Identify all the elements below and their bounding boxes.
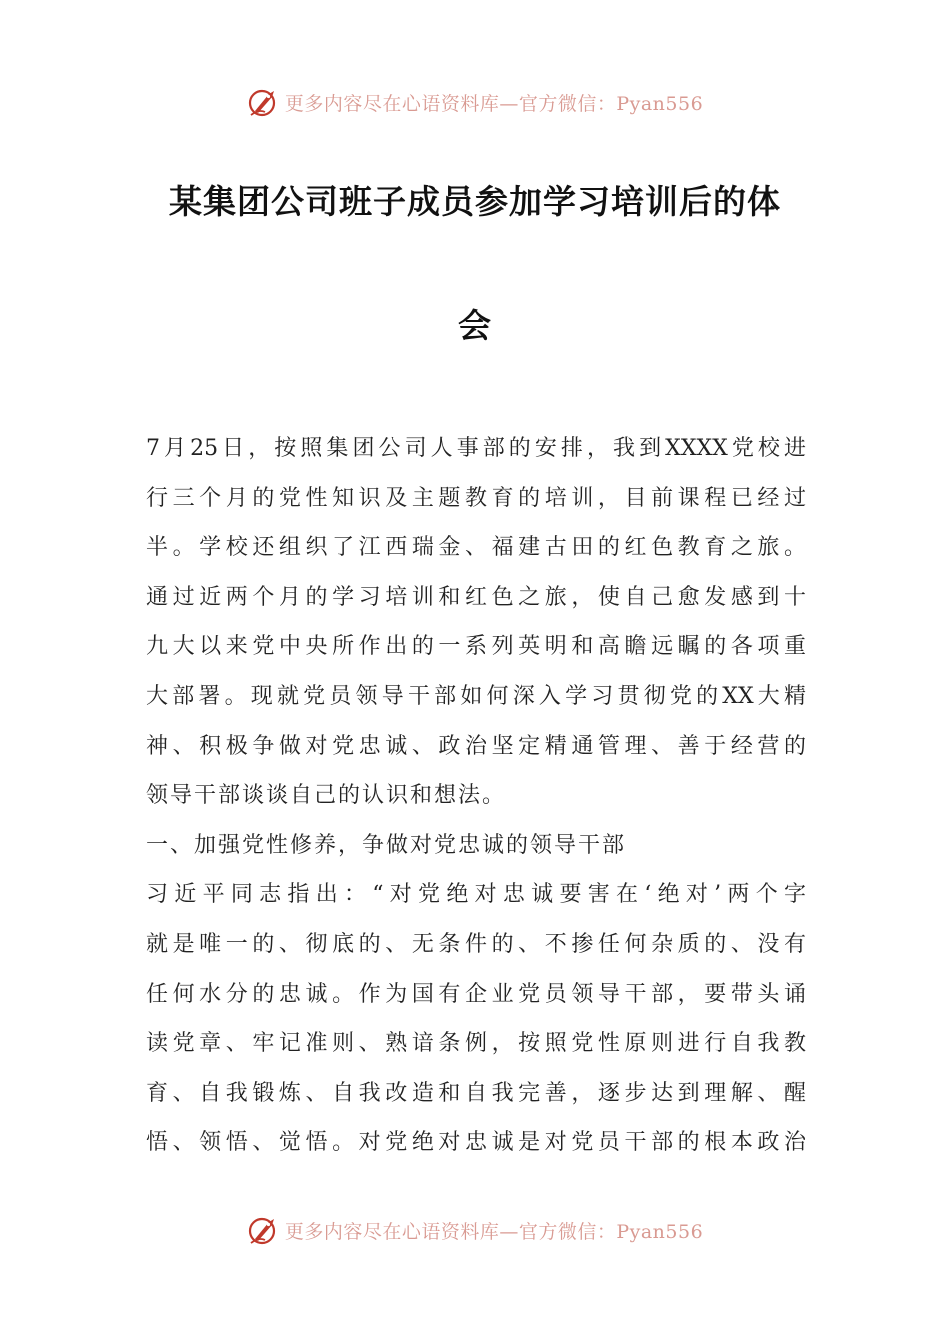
- body-line: 读党章、牢记准则、熟谙条例，按照党性原则进行自我教: [146, 1031, 806, 1057]
- body-line: 行三个月的党性知识及主题教育的培训，目前课程已经过: [146, 485, 806, 511]
- body-line: 神、积极争做对党忠诚、政治坚定精通管理、善于经营的: [146, 733, 806, 759]
- body-line: 育、自我锻炼、自我改造和自我完善，逐步达到理解、醒: [146, 1080, 806, 1106]
- body-line: 通过近两个月的学习培训和红色之旅，使自己愈发感到十: [146, 584, 806, 610]
- watermark-text: 更多内容尽在心语资料库—官方微信：Pyan556: [284, 92, 704, 115]
- body-line: 7月25日，按照集团公司人事部的安排，我到XXXX党校进: [146, 436, 806, 461]
- body-line: 大部署。现就党员领导干部如何深入学习贯彻党的XX大精: [146, 683, 806, 709]
- pen-nib-circle-icon: [247, 85, 281, 119]
- document-title-line-2: 会: [458, 306, 492, 345]
- body-line: 九大以来党中央所作出的一系列英明和高瞻远瞩的各项重: [146, 634, 806, 660]
- body-line: 任何水分的忠诚。作为国有企业党员领导干部，要带头诵: [146, 981, 806, 1007]
- document-body: [146, 424, 806, 1168]
- body-line: 半。学校还组织了江西瑞金、福建古田的红色教育之旅。: [146, 535, 806, 561]
- section-heading: 一、加强党性修养，争做对党忠诚的领导干部: [146, 832, 627, 858]
- body-line: 习近平同志指出：“对党绝对忠诚要害在‘绝对’两个字: [146, 882, 806, 908]
- document-title-line-1: 某集团公司班子成员参加学习培训后的体: [169, 182, 781, 221]
- body-line: 悟、领悟、觉悟。对党绝对忠诚是对党员干部的根本政治: [146, 1130, 806, 1156]
- watermark-banner-top: [0, 82, 950, 122]
- watermark-banner-bottom: [0, 1210, 950, 1250]
- pen-nib-circle-icon: [247, 1213, 281, 1247]
- body-line: 就是唯一的、彻底的、无条件的、不掺任何杂质的、没有: [146, 931, 806, 957]
- body-line: 领导干部谈谈自己的认识和想法。: [146, 783, 507, 809]
- watermark-text: 更多内容尽在心语资料库—官方微信：Pyan556: [284, 1220, 704, 1243]
